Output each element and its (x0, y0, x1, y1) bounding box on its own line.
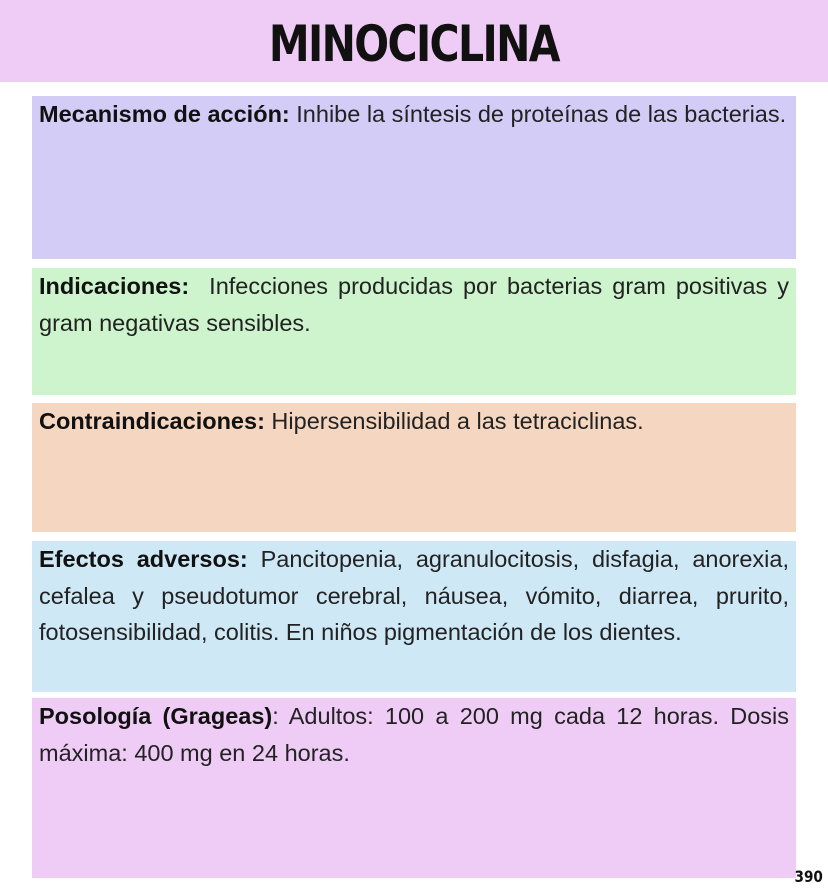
page-title: MINOCICLINA (268, 15, 560, 73)
indicaciones-text: Infecciones producidas por bacterias gram positivas y gram negativas sensibles. (39, 273, 796, 336)
section-posologia (32, 698, 796, 878)
section-mecanismo (32, 96, 796, 259)
efectos-text: Pancitopenia, agranulocitosis, disfagia, anorexia, cefalea y pseudotumor cerebral, náusea, vómito, diarrea, prurito, fotosensibilidad, colitis. En niños pigmentación de los dientes. (39, 546, 790, 645)
posologia-text: : Adultos: 100 a 200 mg cada 12 horas. Dosis máxima: 400 mg en 24 horas. (39, 703, 790, 766)
indicaciones-paragraph (39, 268, 796, 341)
section-contraindicaciones (32, 403, 796, 532)
efectos-paragraph (39, 541, 789, 651)
contraindicaciones-paragraph (39, 403, 789, 440)
mecanismo-paragraph (39, 96, 789, 133)
mecanismo-text: Inhibe la síntesis de proteínas de las bacterias. (289, 101, 787, 127)
contraindicaciones-label: Contraindicaciones: (39, 408, 265, 434)
title-banner (0, 0, 828, 82)
efectos-label: Efectos adversos: (39, 546, 248, 572)
posologia-label: Posología (Grageas) (39, 703, 273, 729)
contraindicaciones-text: Hipersensibilidad a las tetraciclinas. (264, 408, 644, 434)
page-number: 390 (794, 867, 823, 886)
section-efectos-adversos (32, 541, 796, 692)
posologia-paragraph (39, 698, 789, 771)
mecanismo-label: Mecanismo de acción: (39, 101, 290, 127)
section-indicaciones (32, 268, 796, 395)
indicaciones-label: Indicaciones: (39, 273, 190, 299)
